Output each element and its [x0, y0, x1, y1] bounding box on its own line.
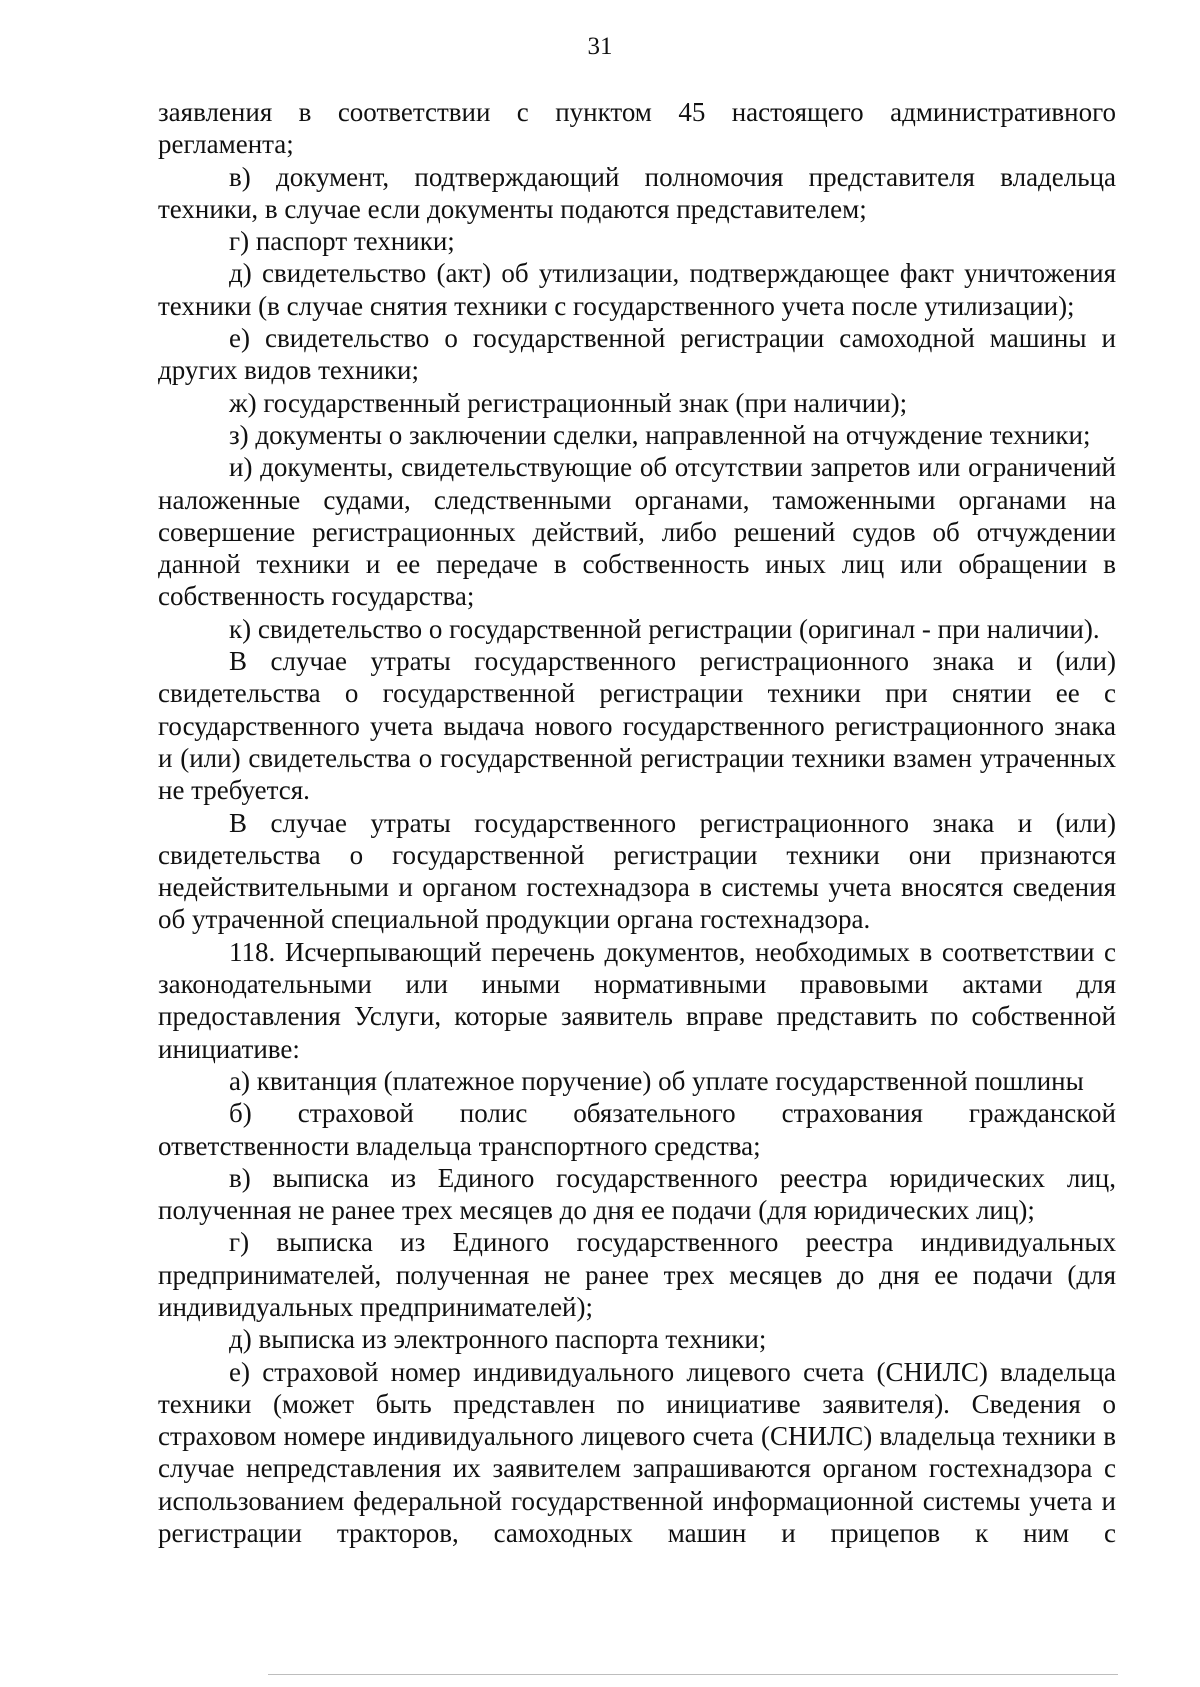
- paragraph: заявления в соответствии с пунктом 45 настоящего административного регламента;: [158, 97, 1116, 160]
- page-number: 31: [587, 33, 613, 60]
- paragraph: д) выписка из электронного паспорта техники;: [229, 1324, 767, 1355]
- paragraph: г) выписка из Единого государственного реестра индивидуальных предпринимателей, полученная не ранее трех месяцев до дня ее подачи (для индивидуальных предпринимателей);: [158, 1227, 1116, 1322]
- footer-rule: [268, 1674, 1118, 1675]
- paragraph: в) выписка из Единого государственного реестра юридических лиц, полученная не ранее трех месяцев до дня ее подачи (для юридических лиц);: [158, 1162, 1116, 1226]
- paragraph: и) документы, свидетельствующие об отсутствии запретов или ограничений наложенные судами, следственными органами, таможенными органами на совершение регистрационных действий, либо решений судов об отчуждении данной техники и ее передаче в собственность иных лиц или обращении в собственность государства;: [158, 452, 1116, 612]
- paragraph: В случае утраты государственного регистрационного знака и (или) свидетельства о государственной регистрации техники они признаются недействительными и органом гостехнадзора в системы учета вносятся сведения об утраченной специальной продукции органа гостехнадзора.: [158, 807, 1116, 935]
- paragraph: б) страховой полис обязательного страхования гражданской ответственности владельца транспортного средства;: [158, 1098, 1116, 1161]
- paragraph: г) паспорт техники;: [229, 226, 455, 257]
- paragraph: в) документ, подтверждающий полномочия представителя владельца техники, в случае если документы подаются представителем;: [158, 161, 1116, 224]
- paragraph: д) свидетельство (акт) об утилизации, подтверждающее факт уничтожения техники (в случае снятия техники с государственного учета после утилизации);: [158, 258, 1116, 321]
- paragraph: В случае утраты государственного регистрационного знака и (или) свидетельства о государственной регистрации техники при снятии ее с государственного учета выдача нового государственного регистрационного знака и (или) свидетельства о государственной регистрации техники взамен утраченных не требуется.: [158, 646, 1116, 806]
- paragraph: а) квитанция (платежное поручение) об уплате государственной пошлины: [229, 1065, 1084, 1096]
- paragraph: е) страховой номер индивидуального лицевого счета (СНИЛС) владельца техники (может быть представлен по инициативе заявителя). Сведения о страховом номере индивидуального лицевого счета (СНИЛС) владельца техники в случае непредставления их заявителем запрашиваются органом гостехнадзора с использованием федеральной государственной информационной системы учета и регистрации тракторов, самоходных машин и прицепов к ним с: [158, 1356, 1116, 1549]
- paragraph: з) документы о заключении сделки, направленной на отчуждение техники;: [229, 419, 1091, 450]
- paragraph: е) свидетельство о государственной регистрации самоходной машины и других видов техники;: [158, 323, 1116, 386]
- paragraph: 118. Исчерпывающий перечень документов, необходимых в соответствии с законодательными или иными нормативными правовыми актами для предоставления Услуги, которые заявитель вправе представить по собственной инициативе:: [158, 936, 1116, 1064]
- paragraph: к) свидетельство о государственной регистрации (оригинал - при наличии).: [229, 613, 1100, 644]
- paragraph: ж) государственный регистрационный знак (при наличии);: [229, 387, 908, 418]
- document-body: [158, 96, 1116, 1549]
